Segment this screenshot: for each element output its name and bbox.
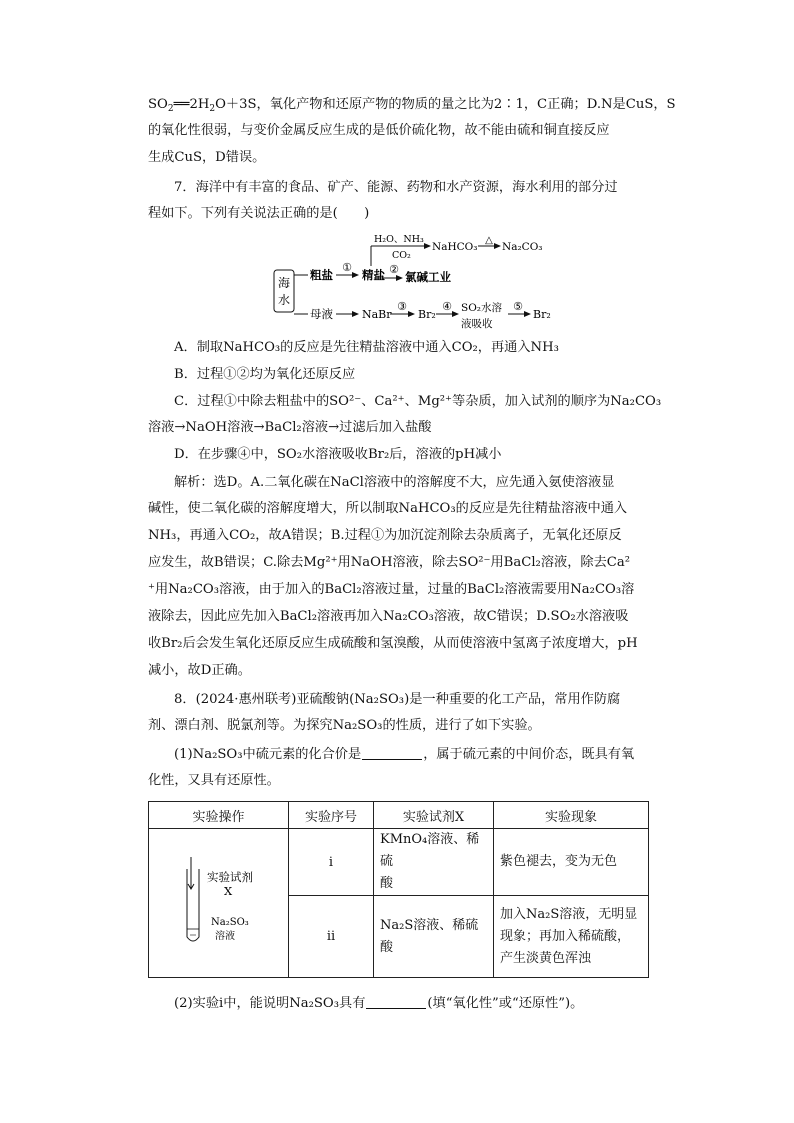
experiment-table: [148, 801, 649, 978]
nahco3-label: NaHCO₃: [432, 241, 478, 253]
row-ii-phenomenon: [494, 896, 649, 978]
test-tube-illustration: [169, 851, 269, 951]
seawater-label-1: 海: [277, 276, 291, 290]
q7-option-d: D．在步骤④中，SO₂水溶液吸收Br₂后，溶液的pH减小: [174, 447, 502, 462]
q8-part1-text-b: ，属于硫元素的中间价态，既具有氧: [423, 747, 635, 762]
q8-part2-text-a: (2)实验ⅰ中，能说明Na₂SO₃具有: [174, 996, 366, 1011]
seawater-label-2: 水: [277, 293, 291, 307]
q8-part1-cont: 化性，又具有还原性。: [148, 773, 280, 788]
header-number: 实验序号: [289, 802, 374, 829]
q7-option-a: A．制取NaHCO₃的反应是先往精盐溶液中通入CO₂，再通入NH₃: [174, 340, 559, 355]
q8-stem-2: 剂、漂白剂、脱氯剂等。为探究Na₂SO₃的性质，进行了如下实验。: [148, 718, 541, 733]
mother-liquor-label: 母液: [310, 307, 333, 321]
step4-label: ④: [442, 300, 452, 313]
step2-label: ②: [389, 263, 399, 276]
header-operation: 实验操作: [149, 802, 289, 829]
fine-salt-label: 精盐: [362, 268, 385, 282]
analysis-line: 收Br₂后会发生氧化还原反应生成硫酸和氢溴酸，从而使溶液中氢离子浓度增大，pH: [148, 636, 638, 651]
seawater-process-diagram: [272, 234, 562, 330]
q8-part2-text-b: (填“氧化性”或“还原性”)。: [427, 996, 584, 1011]
header-reagent: 实验试剂X: [374, 802, 494, 829]
header-phenomenon: 实验现象: [494, 802, 649, 829]
heat-symbol: △: [485, 235, 493, 246]
intro-line-1: $SO_2══2H_2O+3S$，氧化产物和还原产物的物质的量之比为2∶1，C正确；D.N是CuS，S: [148, 97, 676, 114]
br2-label-a: Br₂: [418, 308, 436, 321]
row-i-reagent: [374, 829, 494, 896]
step3-label: ③: [397, 300, 407, 313]
answer-blank-2[interactable]: [366, 996, 426, 1009]
table-row: [149, 829, 649, 896]
row-i-reagent-line-1: KMnO₄溶液、稀硫: [380, 832, 480, 869]
q7-option-c-1: C．过程①中除去粗盐中的SO²⁻、Ca²⁺、Mg²⁺等杂质，加入试剂的顺序为Na₂CO₃: [174, 394, 662, 409]
nabr-label: NaBr: [362, 308, 392, 321]
q8-part2: [174, 996, 583, 1012]
q7-stem-2: 程如下。下列有关说法正确的是( ): [148, 206, 370, 221]
row-ii-number: ii: [289, 896, 374, 978]
reagent-x-label-2: X: [223, 884, 232, 898]
table-header-row: [149, 802, 649, 829]
q8-stem-1: 8．(2024·惠州联考)亚硫酸钠(Na₂SO₃)是一种重要的化工产品，常用作防腐: [174, 692, 621, 707]
q8-part1: [174, 747, 634, 763]
row-i-phenomenon-line-1: 紫色褪去，变为无色: [500, 854, 618, 869]
so2-label-bottom: 液吸收: [461, 318, 493, 330]
row-i-phenomenon: [494, 829, 649, 896]
crude-salt-label: 粗盐: [310, 268, 333, 282]
apparatus-cell: [149, 829, 289, 978]
analysis-line: 减小，故D正确。: [148, 663, 251, 678]
row-ii-phenomenon-line-3: 产生淡黄色浑浊: [500, 950, 592, 966]
row-ii-phenomenon-line-1: 加入Na₂S溶液，无明显: [500, 906, 638, 922]
solution-label-2: 溶液: [214, 931, 235, 942]
row-ii-reagent-line-1: Na₂S溶液、稀硫酸: [380, 917, 479, 955]
intro-line-2: 的氧化性很弱，与变价金属反应生成的是低价硫化物，故不能由硫和铜直接反应: [148, 123, 610, 138]
analysis-line: 应发生，故B错误；C.除去Mg²⁺用NaOH溶液，除去SO²⁻用BaCl₂溶液，除去Ca²: [148, 555, 631, 570]
q8-part1-text-a: (1)Na₂SO₃中硫元素的化合价是: [174, 747, 362, 762]
h2o-nh3-label: H₂O、NH₃: [374, 234, 424, 245]
na2co3-label: Na₂CO₃: [502, 241, 543, 253]
step5-label: ⑤: [513, 300, 523, 313]
answer-blank-1[interactable]: [362, 747, 422, 760]
row-i-reagent-line-2: 酸: [380, 876, 394, 891]
solution-label-1: Na₂SO₃: [210, 917, 249, 928]
co2-label: CO₂: [392, 250, 411, 261]
br2-label-b: Br₂: [533, 308, 551, 321]
test-tube: [187, 869, 199, 941]
step1-label: ①: [342, 261, 352, 274]
reagent-x-label-1: 实验试剂: [206, 870, 253, 884]
intro-line-3: 生成CuS，D错误。: [148, 150, 266, 165]
row-i-number: i: [289, 829, 374, 896]
analysis-line: 解析：选D。A.二氧化碳在NaCl溶液中的溶解度不大，应先通入氨使溶液显: [174, 475, 615, 490]
row-ii-phenomenon-line-2: 现象；再加入稀硫酸，: [500, 928, 631, 944]
analysis-line: ⁺用Na₂CO₃溶液，由于加入的BaCl₂溶液过量，过量的BaCl₂溶液需要用Na₂CO₃溶: [148, 582, 635, 597]
q7-stem-1: 7．海洋中有丰富的食品、矿产、能源、药物和水产资源，海水利用的部分过: [174, 180, 618, 195]
analysis-line: 碱性，使二氧化碳的溶解度增大，所以制取NaHCO₃的反应是先往精盐溶液中通入: [148, 501, 628, 516]
analysis-line: 液除去，因此应先加入BaCl₂溶液再加入Na₂CO₃溶液，故C错误；D.SO₂水溶液吸: [148, 609, 629, 624]
analysis-line: NH₃，再通入CO₂，故A错误；B.过程①为加沉淀剂除去杂质离子，无氧化还原反: [148, 528, 622, 543]
chlor-alkali-label: 氯碱工业: [405, 270, 451, 284]
row-ii-reagent: [374, 896, 494, 978]
so2-label-top: SO₂水溶: [461, 302, 503, 314]
q7-option-b: B．过程①②均为氧化还原反应: [174, 367, 356, 382]
q7-option-c-2: 溶液→NaOH溶液→BaCl₂溶液→过滤后加入盐酸: [148, 420, 432, 435]
